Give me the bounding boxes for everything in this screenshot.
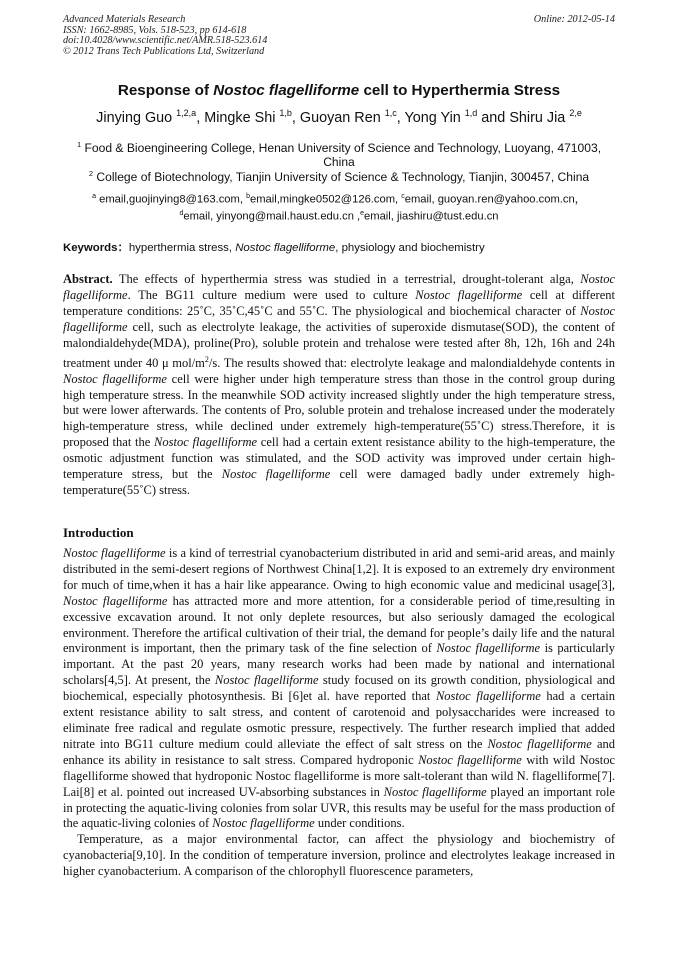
affiliation-2: $^2$ College of Biotechnology, Tianjin University of Science & Technology, Tianjin, 300457, China <box>88 169 590 185</box>
paper-title: Response of Nostoc flagelliforme cell to Hyperthermia Stress <box>117 82 561 99</box>
copyright-line: © 2012 Trans Tech Publications Ltd, Switzerland <box>63 45 265 57</box>
author-emails: $^a$ email,guojinying8@163.com, $^b$email,mingke0502@126.com, $^c$email, guoyan.ren@yahoo.com.cn， $^d$email, yinyong@mail.haust.edu.cn ,$^e$email, jiashiru@tust.edu.cn <box>92 193 586 223</box>
keywords-label: Keywords： <box>63 242 129 254</box>
email-b[interactable]: email,mingke0502@126.com, <box>249 193 402 206</box>
paragraph: Temperature, as a major environmental factor, can affect the physiology and biochemistry of cyanobacteria[9,10]. In the condition of temperature inversion, prolince and electrolytes leakage increased in higher cyanobacterium. A comparison of the chlorophyll fluorescence parameters, <box>63 832 615 879</box>
keywords: Keywords：hyperthermia stress, Nostoc flagelliforme, physiology and biochemistry <box>63 242 485 254</box>
author: Jinying Guo <box>96 109 173 126</box>
email-a[interactable]: email,guojinying8@163.com, <box>99 193 247 206</box>
author: Guoyan Ren <box>299 109 381 126</box>
journal-name: Advanced Materials Research <box>63 14 186 25</box>
author: Mingke Shi <box>204 109 276 126</box>
issn-line: ISSN: 1662-8985, Vols. 518-523, pp 614-618 <box>63 24 247 36</box>
email-d[interactable]: email, yinyong@mail.haust.edu.cn , <box>183 210 361 223</box>
affiliation-1: $^1$ Food & Bioengineering College, Henan University of Science and Technology, Luoyang, 471003, China <box>76 140 602 170</box>
author: Yong Yin <box>404 109 461 126</box>
email-e[interactable]: email, jiashiru@tust.edu.cn <box>364 210 499 223</box>
section-heading-introduction: Introduction <box>63 525 134 540</box>
abstract-label: Abstract. <box>63 272 113 286</box>
introduction-body <box>63 546 615 880</box>
author: Shiru Jia <box>509 109 566 126</box>
online-date: Online: 2012-05-14 <box>533 14 615 25</box>
abstract: Abstract. The effects of hyperthermia stress was studied in a terrestrial, drought-tolerant alga, Nostoc flagelliforme. The BG11 culture medium were used to culture Nostoc flagelliforme cell at different temperature conditions: 25˚C, 35˚C,45˚C and 55˚C. The physiological and biochemical character of Nostoc flagelliforme cell, such as electrolyte leakage, the activities of superoxide dismutase(SOD), the content of malondialdehyde(MDA), proline(Pro), soluble protein and trehalose were tested after 8h, 12h, 16h and 24h treatment under 40 μ mol/$m^2/s$. The results showed that: electrolyte leakage and malondialdehyde contents in Nostoc flagelliforme cell were higher under high temperature stress than those in the control group during high temperature stress. In the meanwhile SOD activity increased slightly under the high temperature stress, but were lower afterwards. The contents of Pro, soluble protein and trehalose increased under the moderately high-temperature stress, while declined under extremely high-temperature(55˚C) stress.Therefore, it is proposed that the Nostoc flagelliforme cell had a certain extent resistance ability to the high-temperature, the osmotic adjustment function was stimulated, and the SOD activity was improved under certain high-temperature stress, but the Nostoc flagelliforme cell were damaged badly under extremely high-temperature(55˚C) stress. <box>63 272 615 497</box>
paragraph: Nostoc flagelliforme is a kind of terrestrial cyanobacterium distributed in arid and semi-arid areas, and mainly distributed in the semi-desert regions of Northwest China[1,2]. It is exposed to an extremely dry environment for much of time,when it has a hair like appearance. Owing to high economic value and medicinal usage[3], Nostoc flagelliforme has attracted more and more attention, for a considerable period of time,resulting in excessive excavation around. It not only deplete resources, but also seriously damaged the ecological environment. Therefore the artifical cultivation of their trial, the demand for people’s daily life and the natural environment is important, then the primary task of the fine selection of Nostoc flagelliforme is particularly important. At the past 20 years, many research works had been made by national and international scholars[4,5]. At present, the Nostoc flagelliforme study focused on its growth condition, physiological and biochemical, especially photosynthesis. Bi [6]et al. have reported that Nostoc flagelliforme had a certain extent resistance ability to salt stress, and content of carotenoid and polysaccharides were increased to eliminate free radical and regulate osmotic pressure, respectively. The further research implied that added nitrate into BG11 culture medium could alleviate the effect of salt stress on the Nostoc flagelliforme and enhance its ability in resistance to salt stress. Compared hydroponic Nostoc flagelliforme with wild Nostoc flagelliforme showed that hydroponic Nostoc flagelliforme is more salt-tolerant than wild N. flagelliforme[7]. Lai[8] et al. pointed out increased UV-absorbing substances in Nostoc flagelliforme played an important role in protecting the aquatic-living colonies from solar UVR, this results may be useful for the mass production of the aquatic-living colonies of Nostoc flagelliforme under conditions. <box>63 546 616 831</box>
doi-line[interactable]: doi:10.4028/www.scientific.net/AMR.518-523.614 <box>63 35 268 47</box>
email-c[interactable]: email, guoyan.ren@yahoo.com.cn， <box>404 193 586 206</box>
author-list: Jinying Guo $^{1,2,a}$, Mingke Shi $^{1,b}$, Guoyan Ren $^{1,c}$, Yong Yin $^{1,d}$ and Shiru Jia $^{2,e}$ <box>96 108 582 126</box>
journal-header <box>63 15 615 57</box>
